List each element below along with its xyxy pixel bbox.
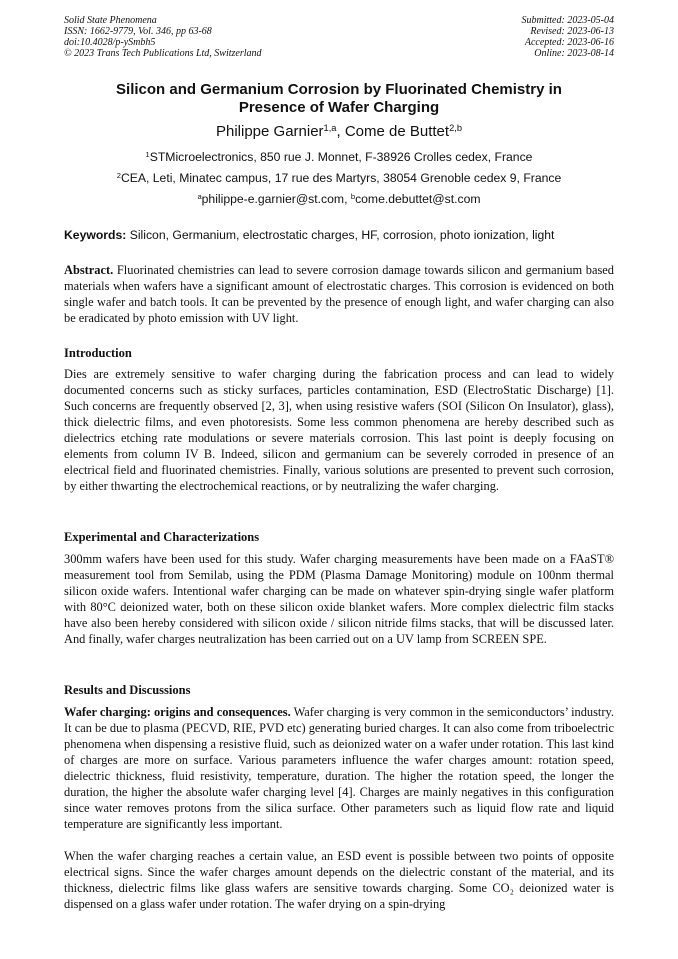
experimental-text: 300mm wafers have been used for this study. Wafer charging measurements have been made on a FAaST® measurement tool from Semilab, using the PDM (Plasma Damage Monitoring) module on 100nm thermal silicon oxide wafers. Intentional wafer charging can be made on whatever spin-drying single wafer platform with 80°C deionized water, both on these silicon oxide blanket wafers. More complex dielectric film stacks have also been hereby considered with silicon oxide / silicon nitride films stacks, that will be discussed later. And finally, wafer charges neutralization has been carried out on a UV lamp from SCREEN SPE. (64, 552, 614, 646)
results-paragraph-2: When the wafer charging reaches a certain value, an ESD event is possible between two points of opposite electrical signs. Since the wafer charges amount depends on the dielectric constant of the material, and its thickness, dielectric films like glass wafers are sensitive towards charging. Some CO₂ deionized water is dispensed on a glass wafer under rotation. The wafer drying on a spin-drying (64, 849, 614, 911)
copyright: © 2023 Trans Tech Publications Ltd, Switzerland (64, 48, 262, 59)
email-b-mark: b (350, 191, 356, 201)
affiliation-2-mark: 2 (116, 170, 121, 180)
keywords-label: Keywords: (64, 228, 127, 242)
publication-dates (522, 15, 615, 59)
affiliation-1-text: STMicroelectronics, 850 rue J. Monnet, F-38926 Crolles cedex, France (149, 150, 533, 164)
affiliation-1-mark: 1 (145, 149, 150, 159)
abstract-label: Abstract. (64, 263, 114, 277)
journal-name: Solid State Phenomena (64, 15, 157, 26)
author-1: Philippe Garnier (215, 123, 324, 140)
author-2-affiliation-mark: 2,b (449, 122, 462, 133)
wafer-charging-subheading: Wafer charging: origins and consequences. (64, 705, 291, 719)
revised-date: Revised: 2023-06-13 (530, 26, 614, 37)
title-line-2: Presence of Wafer Charging (238, 99, 440, 116)
author-1-affiliation-mark: 1,a (323, 122, 337, 133)
author-emails (64, 192, 614, 206)
author-2: Come de Buttet (344, 123, 450, 140)
affiliation-1 (64, 150, 614, 164)
results-heading: Results and Discussions (64, 683, 191, 697)
journal-info (64, 15, 262, 59)
issn: ISSN: 1662-9779, Vol. 346, pp 63-68 (64, 26, 212, 37)
results-paragraph-1-text: Wafer charging is very common in the semiconductors’ industry. It can be due to plasma (PECVD, RIE, PVD etc) generating buried charges. It can also come from triboelectric phenomena when dispensing a resistive fluid, such as deionized water on a wafer under rotation. This last kind of charges are more on surface. Various parameters influence the wafer charges amount: rotation speed, dielectric thickness, fluid resistivity, temperature, duration. The higher the rotation speed, the longer the duration, the higher the absolute wafer charging level [4]. Charges are mainly negatives in this configuration since water removes protons from the silica surface. Other parameters such as liquid flow rate and liquid temperature are significantly less important. (64, 705, 614, 831)
keywords (64, 228, 624, 242)
title-line-1: Silicon and Germanium Corrosion by Fluorinated Chemistry in (116, 81, 562, 98)
abstract (64, 262, 614, 326)
email-a-mark: a (197, 191, 202, 201)
email-a: philippe-e.garnier@st.com, (201, 192, 351, 206)
submitted-date: Submitted: 2023-05-04 (521, 15, 614, 26)
affiliation-2 (64, 171, 614, 185)
results-paragraph-1 (64, 704, 614, 832)
doi: doi:10.4028/p-ySmbh5 (64, 37, 156, 48)
online-date: Online: 2023-08-14 (534, 48, 614, 59)
introduction-heading: Introduction (64, 346, 132, 360)
accepted-date: Accepted: 2023-06-16 (524, 37, 614, 48)
affiliation-2-text: CEA, Leti, Minatec campus, 17 rue des Martyrs, 38054 Grenoble cedex 9, France (120, 171, 562, 185)
authors (64, 123, 614, 141)
abstract-text: Fluorinated chemistries can lead to severe corrosion damage towards silicon and germanium based materials when wafers have a significant amount of electrostatic charges. This corrosion is evidenced on both single wafer and batch tools. It can be prevented by the presence of enough light, and wafer charging can also be eradicated by photo emission with UV light. (64, 263, 614, 325)
author-separator: , (336, 123, 345, 140)
keywords-text: Silicon, Germanium, electrostatic charges, HF, corrosion, photo ionization, light (126, 228, 555, 242)
experimental-heading: Experimental and Characterizations (64, 530, 260, 544)
paper-title (64, 81, 614, 117)
email-b: come.debuttet@st.com (355, 192, 481, 206)
introduction-text: Dies are extremely sensitive to wafer charging during the fabrication process and can lead to widely documented concerns such as sticky surfaces, particles contamination, ESD (ElectroStatic Discharge) [1]. Such concerns are frequently observed [2, 3], when using resistive wafers (SOI (Silicon On Insulator), glass), thick dielectric films, and even photoresists. Some less common phenomena are hereby described such as dielectrics etching rate modulations or severe materials corrosion. This last point is deeply focusing on elements from column IV B. Indeed, silicon and germanium can be severely corroded in presence of an electrical field and fluorinated chemistries. Finally, various solutions are presented to prevent such corrosion, by either thwarting the electrochemical reactions, or by neutralizing the wafer charging. (64, 367, 614, 493)
